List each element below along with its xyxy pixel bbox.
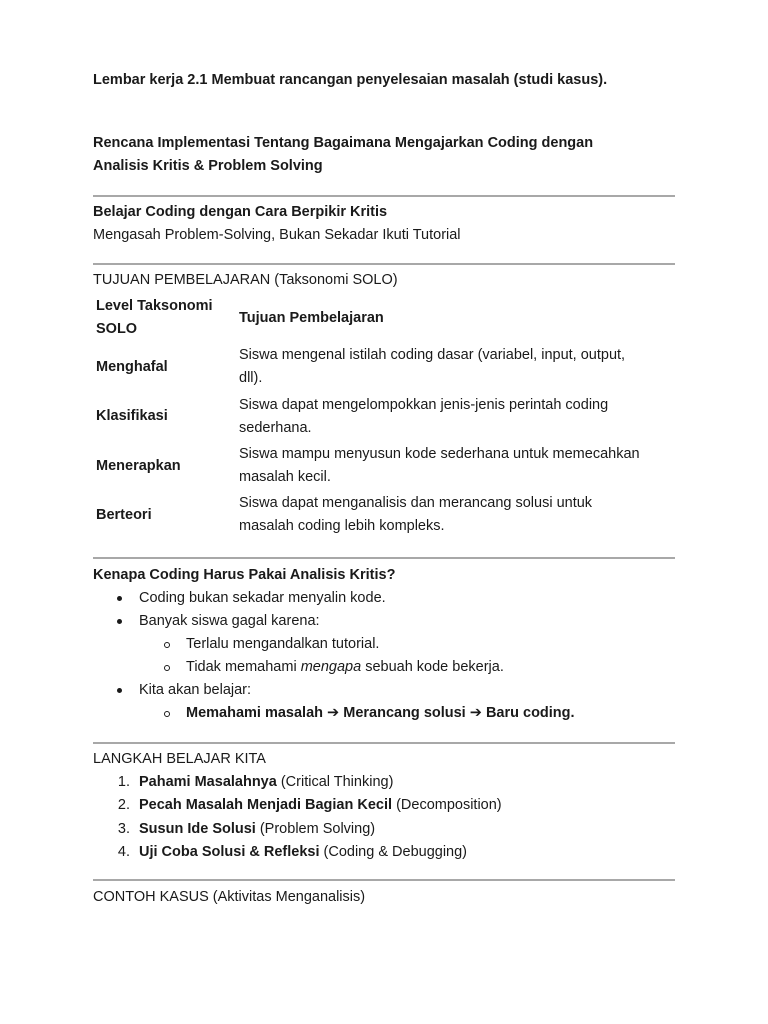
subtitle-line-1: Rencana Implementasi Tentang Bagaimana Mengajarkan Coding dengan bbox=[93, 135, 594, 151]
learning-flow bbox=[186, 702, 768, 725]
list-item bbox=[139, 818, 721, 841]
table-row-level: Menghafal bbox=[96, 359, 168, 375]
bullet-icon bbox=[117, 619, 122, 624]
table-row-level: Menerapkan bbox=[96, 458, 181, 474]
why-heading: Kenapa Coding Harus Pakai Analisis Kritis? bbox=[93, 567, 396, 583]
table-header-level bbox=[96, 295, 236, 341]
sub-list-item bbox=[186, 656, 768, 679]
table-row-goal-line-2: masalah kecil. bbox=[239, 469, 331, 485]
table-row-goal-line-2: dll). bbox=[239, 370, 263, 386]
steps-heading: LANGKAH BELAJAR KITA bbox=[93, 751, 266, 767]
intro-tagline: Mengasah Problem-Solving, Bukan Sekadar Ikuti Tutorial bbox=[93, 227, 461, 243]
step-title: Susun Ide Solusi bbox=[139, 821, 256, 837]
table-row-goal-line-1: Siswa dapat mengelompokkan jenis-jenis perintah coding bbox=[239, 397, 609, 413]
divider bbox=[93, 742, 675, 744]
divider bbox=[93, 263, 675, 265]
bullet-icon bbox=[117, 596, 122, 601]
sub-item-text: sebuah kode bekerja. bbox=[361, 659, 504, 675]
emphasis-text: mengapa bbox=[300, 659, 362, 675]
table-row-goal bbox=[239, 443, 675, 489]
table-header-level-line-1: Level Taksonomi bbox=[96, 298, 213, 314]
step-note: (Problem Solving) bbox=[255, 821, 376, 837]
list-item bbox=[139, 841, 721, 864]
intro-heading: Belajar Coding dengan Cara Berpikir Kritis bbox=[93, 204, 388, 220]
divider bbox=[93, 195, 675, 197]
table-header-goal: Tujuan Pembelajaran bbox=[239, 310, 384, 326]
table-row-goal bbox=[239, 394, 675, 440]
arrow-right-icon: ➔ bbox=[469, 705, 482, 721]
sub-item-text: Tidak memahami bbox=[186, 659, 301, 675]
step-number: 4. bbox=[117, 844, 130, 860]
table-row-goal bbox=[239, 344, 675, 390]
flow-step: Memahami masalah bbox=[186, 705, 324, 721]
step-note: (Critical Thinking) bbox=[276, 774, 394, 790]
sub-bullet-icon bbox=[164, 665, 170, 671]
step-number: 1. bbox=[117, 774, 130, 790]
step-title: Pecah Masalah Menjadi Bagian Kecil bbox=[139, 797, 393, 813]
table-row-goal-line-1: Siswa dapat menganalisis dan merancang solusi untuk bbox=[239, 495, 593, 511]
worksheet-title: Lembar kerja 2.1 Membuat rancangan penyelesaian masalah (studi kasus). bbox=[93, 72, 608, 88]
divider bbox=[93, 879, 675, 881]
arrow-right-icon: ➔ bbox=[327, 705, 340, 721]
subtitle-line-2: Analisis Kritis & Problem Solving bbox=[93, 158, 323, 174]
step-number: 2. bbox=[117, 797, 130, 813]
table-row-level: Berteori bbox=[96, 507, 152, 523]
divider bbox=[93, 557, 675, 559]
list-item: Kita akan belajar: bbox=[139, 682, 252, 698]
table-header-level-line-2: SOLO bbox=[96, 321, 138, 337]
sub-bullet-icon bbox=[164, 711, 170, 717]
table-row-goal-line-2: masalah coding lebih kompleks. bbox=[239, 518, 445, 534]
step-note: (Coding & Debugging) bbox=[319, 844, 468, 860]
list-item: Coding bukan sekadar menyalin kode. bbox=[139, 590, 386, 606]
sub-list-item: Terlalu mengandalkan tutorial. bbox=[186, 636, 380, 652]
flow-step: Baru coding. bbox=[485, 705, 575, 721]
sub-bullet-icon bbox=[164, 642, 170, 648]
list-item bbox=[139, 794, 721, 817]
list-item bbox=[139, 771, 721, 794]
objectives-heading: TUJUAN PEMBELAJARAN (Taksonomi SOLO) bbox=[93, 272, 398, 288]
table-row-goal bbox=[239, 492, 675, 538]
table-row-goal-line-1: Siswa mampu menyusun kode sederhana untuk memecahkan bbox=[239, 446, 640, 462]
step-title: Uji Coba Solusi & Refleksi bbox=[139, 844, 320, 860]
table-row-goal-line-1: Siswa mengenal istilah coding dasar (variabel, input, output, bbox=[239, 347, 626, 363]
list-item: Banyak siswa gagal karena: bbox=[139, 613, 320, 629]
step-title: Pahami Masalahnya bbox=[139, 774, 277, 790]
bullet-icon bbox=[117, 688, 122, 693]
table-row-goal-line-2: sederhana. bbox=[239, 420, 312, 436]
table-row-level: Klasifikasi bbox=[96, 408, 168, 424]
flow-step: Merancang solusi bbox=[343, 705, 466, 721]
step-note: (Decomposition) bbox=[392, 797, 502, 813]
case-heading: CONTOH KASUS (Aktivitas Menganalisis) bbox=[93, 889, 366, 905]
step-number: 3. bbox=[117, 821, 130, 837]
